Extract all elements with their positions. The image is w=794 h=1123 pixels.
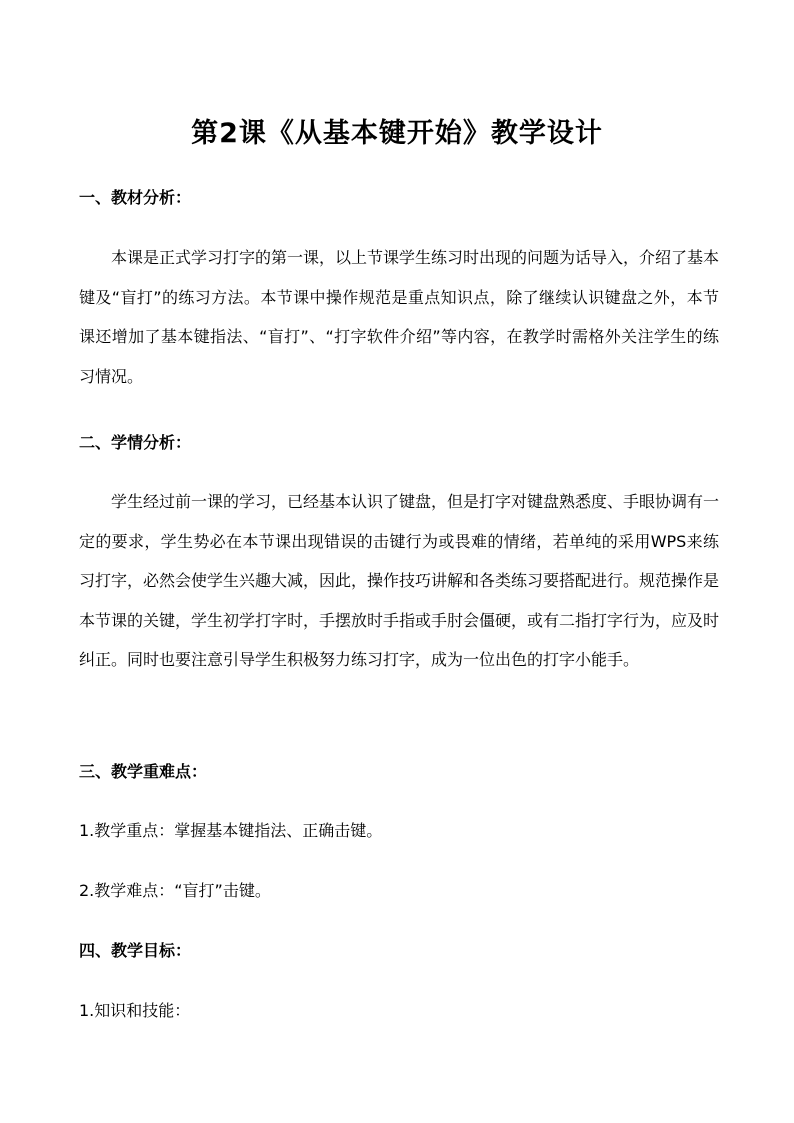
list-item-key-point: 1.教学重点：掌握基本键指法、正确击键。 xyxy=(79,821,383,840)
list-item-difficult-point: 2.教学难点：“盲打”击键。 xyxy=(79,881,271,900)
section-paragraph-learner-analysis: 学生经过前一课的学习，已经基本认识了键盘，但是打字对键盘熟悉度、手眼协调有一定的要求，学生势必在本节课出现错误的击键行为或畏难的情绪，若单纯的采用WPS来练习打字，必然会使学生兴趣大减，因此，操作技巧讲解和各类练习要搭配进行。规范操作是本节课的关键，学生初学打字时，手摆放时手指或手肘会僵硬，或有二指打字行为，应及时纠正。同时也要注意引导学生积极努力练习打字，成为一位出色的打字小能手。 xyxy=(79,492,720,669)
section-heading-teaching-objectives: 四、教学目标： xyxy=(79,941,192,960)
section-heading-key-difficult-points: 三、教学重难点： xyxy=(79,762,208,781)
document-title: 第2课《从基本键开始》教学设计 xyxy=(191,118,603,149)
section-heading-material-analysis: 一、教材分析： xyxy=(79,188,192,207)
section-heading-learner-analysis: 二、学情分析： xyxy=(79,433,192,452)
section-paragraph-material-analysis: 本课是正式学习打字的第一课，以上节课学生练习时出现的问题为话导入，介绍了基本键及“盲打”的练习方法。本节课中操作规范是重点知识点，除了继续认识键盘之外，本节课还增加了基本键指法、“盲打”、“打字软件介绍”等内容，在教学时需格外关注学生的练习情况。 xyxy=(79,248,720,386)
list-item-knowledge-skills: 1.知识和技能： xyxy=(79,1001,191,1020)
